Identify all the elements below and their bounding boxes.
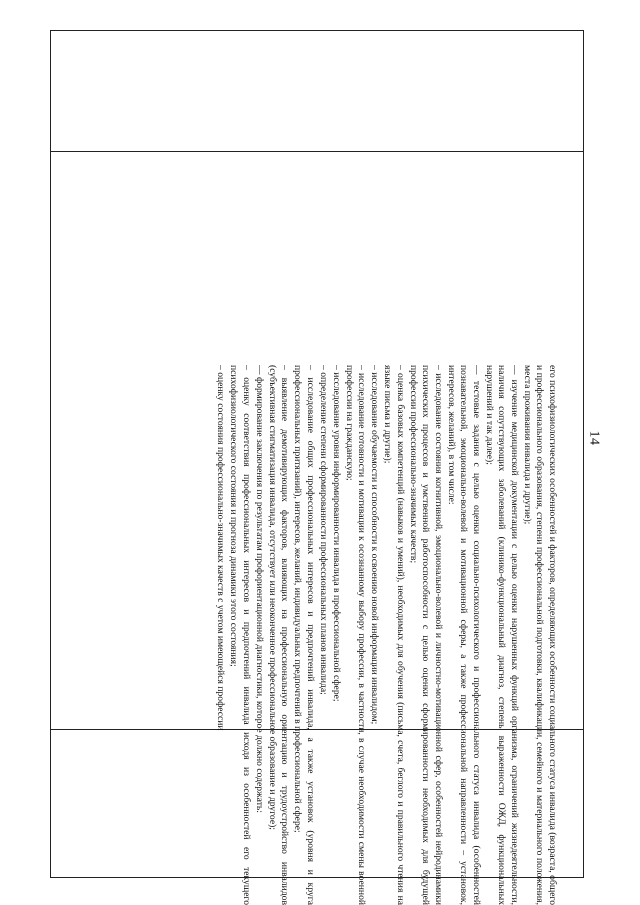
paragraph: – оценку соответствия профессиональных интересов и предпочтений инвалида исходя из особенностей его текущего психофизиологического состояния и прогноза динамики этого состояния;: [228, 365, 252, 905]
paragraph: – исследование уровня информированности инвалида в профессиональной сфере;: [331, 365, 342, 702]
paragraph: – выявление демотивирующих факторов, влияющих на профессиональную ориентацию и трудоустройство инвалидов (субъективная стигматизация инвалида, отсутствует или неоконченное профессиональное образование и другое);: [267, 365, 291, 905]
paragraph: – оценка базовых компетенций (навыков и умений), необходимых для обучения (письма, счета, беглого и правильного чтения на языке письма и другие);: [382, 365, 406, 905]
paragraph: — тестовые задания с целью оценки социально-психологического и профессионального статуса инвалида (особенностей познавательной, эмоционально-волевой и мотивационной сферы, а также профессиональной направленности – установок, интересов, желаний), в том числе:: [446, 365, 482, 905]
paragraph: – исследование готовности и мотивации к осознанному выбору профессии, в частности, в случае необходимости смены военной профессии на гражданскую;: [344, 365, 368, 905]
paragraph: – оценку состояния профессионально-значимых качеств с учетом имеющейся профессии: [215, 365, 227, 731]
paragraph: — формирование заключения по результатам профориентационной диагностики, которое должно содержать:: [254, 365, 265, 813]
table-cell-text: [108, 365, 558, 905]
paragraph: — изучение медицинской документации с целью оценки нарушенных функций организма, ограничений жизнедеятельности, наличия сопутствующих заболеваний (клинико-функциональный диагноз, степень выраженности ОЖД, функциональных нарушений и так далее);: [484, 365, 520, 905]
paragraph: его психофизиологических особенностей и факторов, определяющих особенности социального статуса инвалида (возраста, общего и профессионального образования, степени профессиональной подготовки, квалификации, семейного и материального положения, места проживания инвалида и другие);: [522, 365, 558, 905]
paragraph: – исследование обучаемости и способности к освоению новой информации инвалидом;: [369, 365, 381, 725]
paragraph: – определение степени сформированности профессиональных планов инвалида;: [318, 365, 329, 695]
paragraph: – исследование общих профессиональных интересов и предпочтений инвалида, а также установок (уровня и круга профессиональных притязаний), интересов, желаний, индивидуальных предпочтений в профессиональной сфере;: [292, 365, 316, 905]
table-column-rule: [51, 151, 583, 152]
page-number: 14: [586, 430, 602, 446]
paragraph: – исследование состояния когнитивной, эмоционально-волевой и личностно-мотивационной сфер, особенностей нейродинамики психических процессов и умственной работоспособности с целью оценки сформированности необходимых для будущей профессии профессионально-значимых качеств;: [408, 365, 444, 905]
